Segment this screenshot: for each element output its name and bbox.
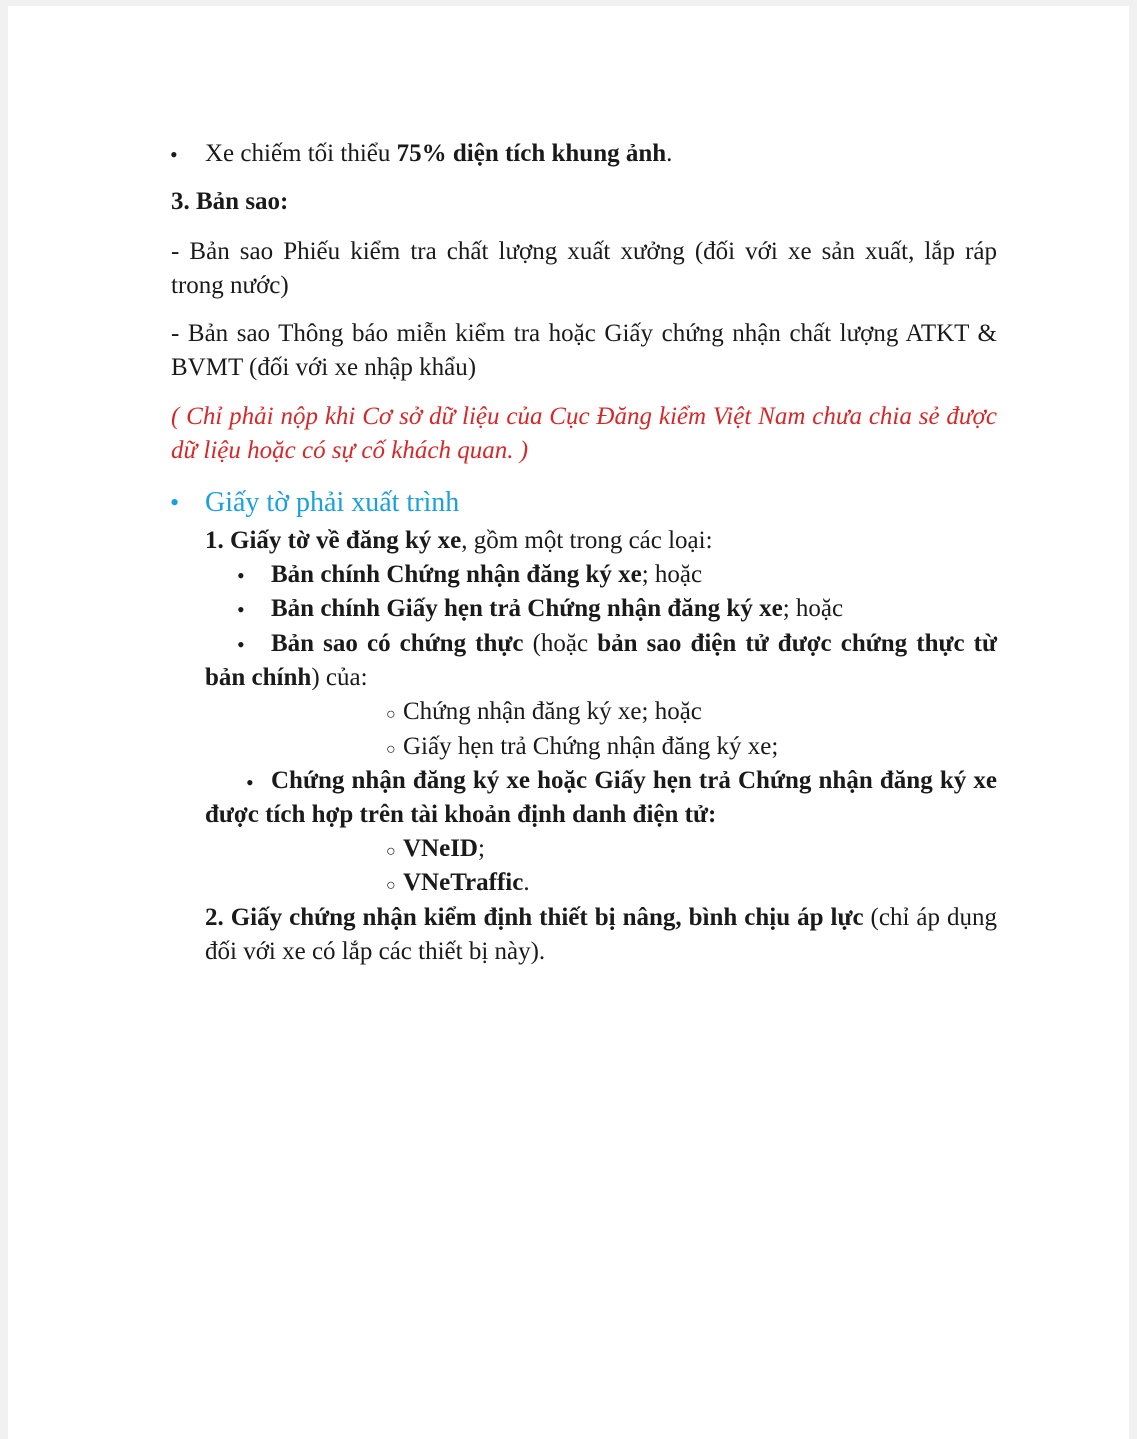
text: Xe chiếm tối thiểu (205, 140, 397, 167)
text: ; hoặc (641, 561, 703, 588)
bullet-mark: • (237, 632, 245, 657)
list-item-xe-chiem (205, 137, 672, 171)
text: Chứng nhận đăng ký xe hoặc Giấy hẹn trả Chứng nhận đăng ký xe (271, 767, 997, 794)
note-line1 (171, 400, 997, 434)
circle-bullet-icon: ○ (386, 706, 396, 723)
paragraph-ban-sao-phieu-line1 (171, 235, 997, 269)
bold-text: Bản chính Chứng nhận đăng ký xe (271, 561, 642, 588)
paragraph-ban-sao-thong-bao-line2: BVMT (đối với xe nhập khẩu) (171, 354, 477, 381)
text: , gồm một trong các loại: (461, 527, 713, 554)
text: ( Chỉ phải nộp khi Cơ sở dữ liệu của Cục Đăng kiểm Việt Nam chưa chia sẻ được (171, 403, 997, 430)
sub-item-ban-sao-line2 (205, 661, 368, 695)
text: ) của: (311, 664, 368, 691)
bold-text: bản chính (205, 664, 312, 691)
circle-bullet-icon: ○ (386, 843, 396, 860)
bold-text: 75% diện tích khung ảnh (396, 140, 667, 167)
section-heading-ban-sao: 3. Bản sao: (171, 188, 289, 215)
sub-item-tich-hop-line2: được tích hợp trên tài khoản định danh điện tử: (205, 801, 717, 828)
bold-text: VNeTraffic (403, 869, 524, 896)
text: . (523, 869, 530, 896)
bold-text: Bản chính Giấy hẹn trả Chứng nhận đăng ký xe (271, 595, 783, 622)
text: (chỉ áp dụng (863, 904, 997, 931)
option-chung-nhan: Chứng nhận đăng ký xe; hoặc (403, 698, 702, 725)
text: - Bản sao Phiếu kiểm tra chất lượng xuất xưởng (đối với xe sản xuất, lắp ráp (171, 238, 997, 265)
section-heading-giay-to: Giấy tờ phải xuất trình (205, 487, 460, 518)
sub-item-tich-hop-line1 (271, 764, 997, 798)
list-item-giay-chung-nhan-line1 (205, 901, 997, 935)
bullet-mark: • (170, 488, 180, 517)
text: - Bản sao Thông báo miễn kiểm tra hoặc Giấy chứng nhận chất lượng ATKT & (171, 320, 997, 347)
text: ; (478, 835, 485, 862)
circle-bullet-icon: ○ (386, 877, 396, 894)
option-vneid (403, 832, 485, 866)
paragraph-ban-sao-phieu-line2: trong nước) (171, 272, 289, 299)
text (205, 901, 997, 935)
bullet-mark: • (170, 142, 178, 167)
list-item-giay-to-dang-ky (205, 524, 713, 558)
text: (hoặc (523, 630, 598, 657)
option-giay-hen: Giấy hẹn trả Chứng nhận đăng ký xe; (403, 733, 779, 760)
list-item-giay-chung-nhan-line2: đối với xe có lắp các thiết bị này). (205, 938, 546, 965)
bold-text: VNeID (403, 835, 478, 862)
note-line2: dữ liệu hoặc có sự cố khách quan. ) (171, 437, 529, 464)
bullet-mark: • (237, 563, 245, 588)
sub-item-ban-sao-line1 (271, 627, 997, 661)
bullet-mark: • (237, 597, 245, 622)
option-vnetraffic (403, 866, 530, 900)
bold-text: 2. Giấy chứng nhận kiểm định thiết bị nâng, bình chịu áp lực (205, 904, 864, 931)
text (271, 627, 997, 661)
bullet-mark: • (246, 770, 254, 795)
bold-text: bản sao điện tử được chứng thực từ (597, 630, 997, 657)
document-page (8, 6, 1129, 1439)
text: ; hoặc (782, 595, 844, 622)
circle-bullet-icon: ○ (386, 741, 396, 758)
text: . (666, 140, 673, 167)
sub-item-ban-chinh-giay-hen (271, 592, 843, 626)
bold-text: 1. Giấy tờ về đăng ký xe (205, 527, 462, 554)
paragraph-ban-sao-thong-bao-line1 (171, 317, 997, 351)
sub-item-ban-chinh-cndk (271, 558, 702, 592)
bold-text: Bản sao có chứng thực (271, 630, 524, 657)
